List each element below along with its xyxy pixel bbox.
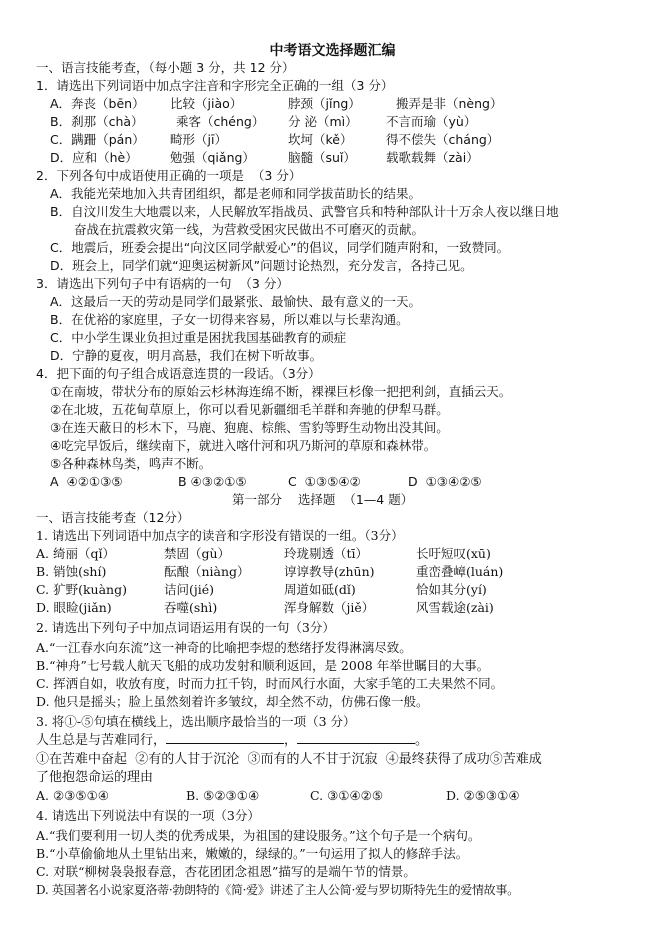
sentence-3: ③在连天蔽日的杉木下，马鹿、狍鹿、棕熊、雪豹等野生动物出没其间。 bbox=[50, 420, 449, 435]
option-word: 搬弄是非（nèng） bbox=[396, 96, 503, 111]
option-b: B.“小草偷偷地从土里钻出来，嫩嫩的，绿绿的。”一句运用了拟人的修辞手法。 bbox=[36, 846, 469, 861]
option-a: A．我能光荣地加入共青团组织，都是老师和同学拔苗助长的结果。 bbox=[50, 186, 422, 201]
answer-blank bbox=[297, 732, 415, 744]
option-word: 禁固（gù） bbox=[164, 546, 231, 561]
option-d: D. 眼睑(jiǎn) bbox=[36, 600, 112, 615]
option-a: A. 绮丽（qǐ） bbox=[36, 546, 115, 561]
question-stem: 2．下列各句中成语使用正确的一项是 （3 分） bbox=[36, 168, 302, 183]
option-b: B．刹那（chà） bbox=[50, 114, 144, 129]
document-title: 中考语文选择题汇编 bbox=[269, 43, 396, 59]
section-heading: 一、语言技能考查（12分） bbox=[36, 510, 190, 525]
option-word: 谆谆教导(zhūn) bbox=[284, 564, 375, 579]
option-word: 酝酿（niàng） bbox=[164, 564, 250, 579]
option-d: D. ②⑤③①④ bbox=[446, 788, 520, 803]
option-word: 不言而瑜（yù） bbox=[386, 114, 477, 129]
option-a: A. ②③⑤①④ bbox=[36, 788, 110, 803]
sentence-4: ④吃完早饭后，继续南下，就进入喀什河和巩乃斯河的草原和森林带。 bbox=[50, 438, 437, 453]
sentence-end: 。 bbox=[415, 733, 429, 748]
option-word: 脖颈（jǐng） bbox=[288, 96, 361, 111]
fill-in-sentence bbox=[36, 732, 428, 749]
option-b-continued: 奋战在抗震救灾第一线，为营救受困灾民做出不可磨灭的贡献。 bbox=[74, 222, 425, 237]
sentence-start: 人生总是与苦难同行， bbox=[36, 733, 167, 748]
option-word: 畸形（jī） bbox=[170, 132, 227, 147]
question-stem: 1. 请选出下列词语中加点字的读音和字形没有错误的一组。（3分） bbox=[36, 528, 404, 543]
option-d: D. 他只是摇头；脸上虽然刻着许多皱纹，却全然不动，仿佛石像一般。 bbox=[36, 694, 429, 709]
option-word: 吞噬(shì) bbox=[164, 600, 218, 615]
option-word: 浑身解数（jiě） bbox=[284, 600, 375, 615]
option-b: B.“神舟”七号载人航天飞船的成功发射和顺利返回，是 2008 年举世瞩目的大事。 bbox=[36, 658, 490, 673]
option-b: B ④③②①⑤ bbox=[178, 474, 247, 489]
option-word: 载歌载舞（zài） bbox=[386, 150, 479, 165]
answer-blank bbox=[166, 732, 284, 744]
question-stem: 3．请选出下列句子中有语病的一句 （3 分） bbox=[36, 276, 289, 291]
option-word: 比较（jiào） bbox=[170, 96, 243, 111]
option-word: 勉强（qiǎng） bbox=[170, 150, 255, 165]
option-word: 得不偿失（cháng） bbox=[386, 132, 500, 147]
question-stem: 3. 将①-⑤句填在横线上，选出顺序最恰当的一项（3 分） bbox=[36, 714, 356, 729]
part-title: 第一部分 选择题 （1—4 题） bbox=[232, 492, 414, 507]
option-word: 恰如其分(yí) bbox=[416, 582, 487, 597]
option-a: A.“我们要利用一切人类的优秀成果，为祖国的建设服务。”这个句子是一个病句。 bbox=[36, 828, 481, 843]
option-c: C. 挥洒自如，收放有度，时而力扛千钧，时而风行水面，大家手笔的工夫果然不同。 bbox=[36, 676, 504, 691]
question-stem: 2. 请选出下列句子中加点词语运用有误的一句（3分） bbox=[36, 620, 335, 635]
option-a: A．奔丧（bēn） bbox=[50, 96, 145, 111]
option-word: 坎坷（kě） bbox=[288, 132, 353, 147]
section-heading: 一、语言技能考查，（每小题 3 分，共 12 分） bbox=[36, 60, 295, 75]
option-c: C．地震后，班委会提出“向汶区同学献爱心”的倡议，同学们随声附和，一致赞同。 bbox=[50, 240, 510, 255]
option-c: C ①③⑤④② bbox=[288, 474, 361, 489]
option-word: 分 泌（mì） bbox=[288, 114, 358, 129]
option-b: B．在优裕的家庭里，子女一切得来容易，所以难以与长辈沟通。 bbox=[50, 312, 409, 327]
option-c: C. ③①④②⑤ bbox=[310, 788, 384, 803]
option-word: 周道如砥(dǐ) bbox=[284, 582, 356, 597]
option-word: 重峦叠嶂(luán) bbox=[416, 564, 504, 579]
option-d: D．班会上，同学们就“迎奥运树新风”问题讨论热烈，充分发言，各持己见。 bbox=[50, 258, 473, 273]
option-d: D. 英国著名小说家夏洛蒂·勃朗特的《简·爱》讲述了主人公简·爱与罗切斯特先生的爱情故事。 bbox=[36, 883, 519, 897]
sentence-list-continued: 了他抱怨命运的理由 bbox=[36, 770, 154, 785]
option-d: D ①③④②⑤ bbox=[408, 474, 482, 489]
option-a: A.“一江春水向东流”这一神奇的比喻把李煜的愁绪抒发得淋漓尽致。 bbox=[36, 640, 412, 655]
option-c: C. 对联“柳树袅袅报春意，杏花团团念祖恩”描写的是端午节的情景。 bbox=[36, 864, 416, 879]
question-stem: 4. 请选出下列说法中有误的一项（3分） bbox=[36, 808, 260, 823]
option-d: D．应和（hè） bbox=[50, 150, 138, 165]
option-d: D．宁静的夏夜，明月高悬，我们在树下听故事。 bbox=[50, 348, 323, 363]
option-word: 长吁短叹(xū) bbox=[416, 546, 491, 561]
sentence-1: ①在南坡，带状分布的原始云杉林海连绵不断，裸裸巨杉像一把把利剑，直插云天。 bbox=[50, 384, 512, 399]
option-c: C. 犷野(kuàng) bbox=[36, 582, 127, 597]
question-stem: 4．把下面的句子组合成语意连贯的一段话。（3分） bbox=[36, 366, 321, 381]
option-c: C．蹒跚（pán） bbox=[50, 132, 145, 147]
option-b: B．自汶川发生大地震以来，人民解放军指战员、武警官兵和特种部队计十万余人夜以继日地 bbox=[50, 204, 559, 219]
option-word: 玲珑剔透（tī） bbox=[284, 546, 369, 561]
sentence-list: ①在苦难中奋起 ②有的人甘于沉沦 ③而有的人不甘于沉寂 ④最终获得了成功⑤苦难成 bbox=[36, 752, 542, 767]
sentence-2: ②在北坡，五花甸草原上，你可以看见新疆细毛羊群和奔驰的伊犁马群。 bbox=[50, 402, 449, 417]
question-stem: 1．请选出下列词语中加点字注音和字形完全正确的一组（3 分） bbox=[36, 78, 394, 93]
option-a: A．这最后一天的劳动是同学们最紧张、最愉快、最有意义的一天。 bbox=[50, 294, 422, 309]
option-word: 脑髓（suǐ） bbox=[288, 150, 356, 165]
option-word: 风雪载途(zài) bbox=[416, 600, 494, 615]
option-word: 诘问(jié) bbox=[164, 582, 215, 597]
option-a: A ④②①③⑤ bbox=[50, 474, 123, 489]
sentence-separator: ， bbox=[284, 733, 298, 748]
option-b: B. 销蚀(shí) bbox=[36, 564, 107, 579]
option-c: C．中小学生课业负担过重是困扰我国基础教育的顽症 bbox=[50, 330, 347, 345]
option-word: 乘客（chéng） bbox=[176, 114, 265, 129]
sentence-5: ⑤各种森林鸟类，鸣声不断。 bbox=[50, 456, 212, 471]
option-b: B. ⑤②③①④ bbox=[186, 788, 260, 803]
